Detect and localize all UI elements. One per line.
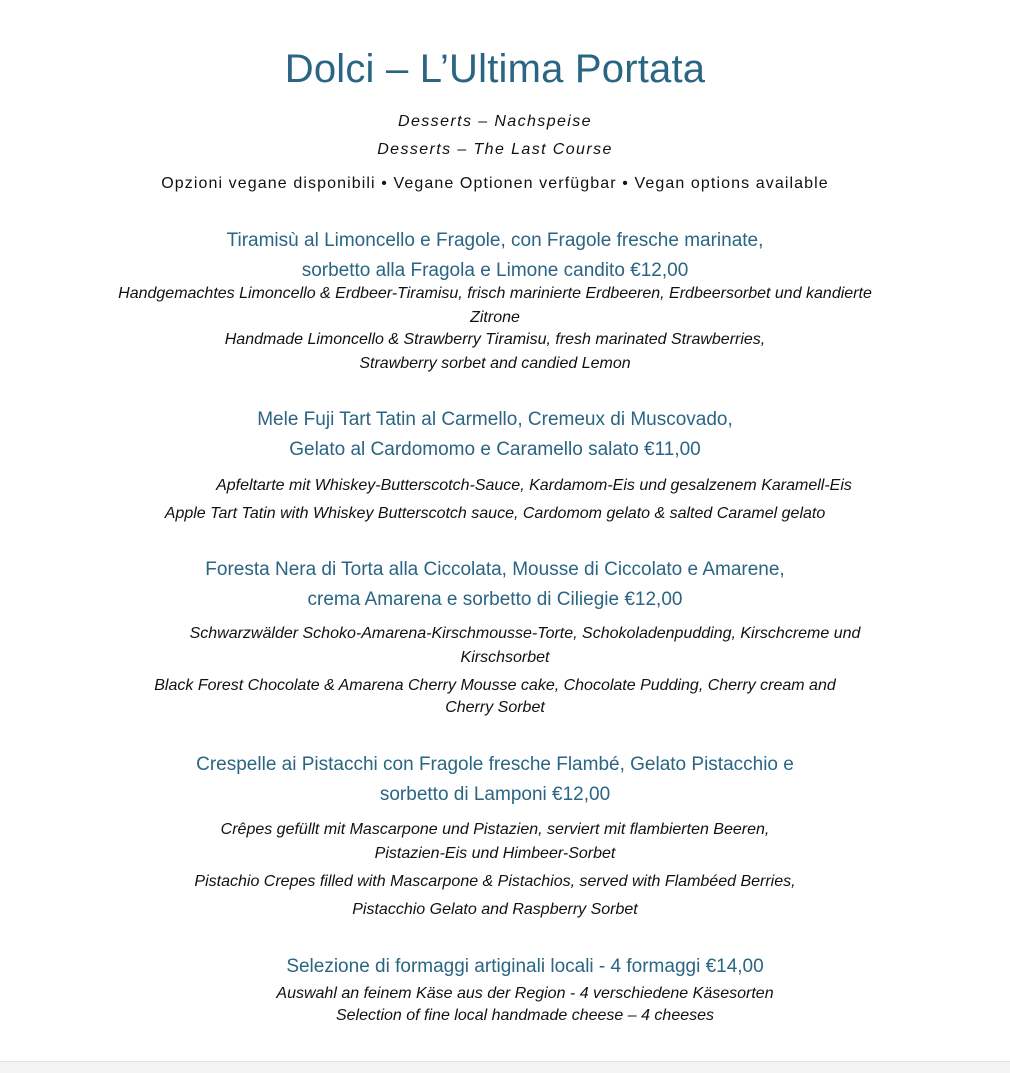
dish-description-en: Handmade Limoncello & Strawberry Tiramisu, fresh marinated Strawberries, <box>224 331 766 348</box>
dish-title-line: crema Amarena e sorbetto di Ciliegie €12,00 <box>307 589 683 610</box>
page-title: Dolci – L’Ultima Portata <box>284 47 706 91</box>
dish-title-line: Crespelle ai Pistacchi con Fragole fresche Flambé, Gelato Pistacchio e <box>196 754 794 775</box>
dish-title-line: Foresta Nera di Torta alla Ciccolata, Mousse di Ciccolato e Amarene, <box>205 559 785 580</box>
dish-title-line: sorbetto alla Fragola e Limone candito €12,00 <box>301 260 689 281</box>
subtitle-de: Desserts – Nachspeise <box>398 113 592 130</box>
dish-description-en: Black Forest Chocolate & Amarena Cherry Mousse cake, Chocolate Pudding, Cherry cream and <box>154 677 836 694</box>
dish-description-de: Zitrone <box>470 309 520 326</box>
dish-description-de: Schwarzwälder Schoko-Amarena-Kirschmousse-Torte, Schokoladenpudding, Kirschcreme und <box>189 625 861 642</box>
dish-description-en: Strawberry sorbet and candied Lemon <box>359 355 631 372</box>
dish-description-en: Pistacchio Gelato and Raspberry Sorbet <box>352 901 638 918</box>
dish-description-de: Handgemachtes Limoncello & Erdbeer-Tiramisu, frisch marinierte Erdbeeren, Erdbeersorbet und kandierte <box>118 285 872 302</box>
dish-description-en: Cherry Sorbet <box>445 699 545 716</box>
vegan-note: Opzioni vegane disponibili • Vegane Optionen verfügbar • Vegan options available <box>161 175 829 192</box>
dish-title-line: Selezione di formaggi artiginali locali - 4 formaggi €14,00 <box>286 956 764 977</box>
dish-title-line: Gelato al Cardomomo e Caramello salato €11,00 <box>289 439 701 460</box>
dish-description-de: Pistazien-Eis und Himbeer-Sorbet <box>374 845 616 862</box>
dish-description-de: Auswahl an feinem Käse aus der Region - 4 verschiedene Käsesorten <box>276 985 774 1002</box>
dish-description-en: Apple Tart Tatin with Whiskey Butterscotch sauce, Cardomom gelato & salted Caramel gelato <box>164 505 826 522</box>
page-bottom-edge <box>0 1061 1010 1073</box>
subtitle-en: Desserts – The Last Course <box>377 141 613 158</box>
dish-title-line: Tiramisù al Limoncello e Fragole, con Fragole fresche marinate, <box>226 230 764 251</box>
dish-description-de: Apfeltarte mit Whiskey-Butterscotch-Sauce, Kardamom-Eis und gesalzenem Karamell-Eis <box>216 477 852 494</box>
dish-description-de: Crêpes gefüllt mit Mascarpone und Pistazien, serviert mit flambierten Beeren, <box>220 821 770 838</box>
dish-description-en: Selection of fine local handmade cheese – 4 cheeses <box>335 1007 715 1024</box>
dish-description-de: Kirschsorbet <box>460 649 550 666</box>
dish-title-line: Mele Fuji Tart Tatin al Carmello, Cremeux di Muscovado, <box>257 409 733 430</box>
dish-description-en: Pistachio Crepes filled with Mascarpone & Pistachios, served with Flambéed Berries, <box>194 873 796 890</box>
dish-title-line: sorbetto di Lamponi €12,00 <box>379 784 611 805</box>
